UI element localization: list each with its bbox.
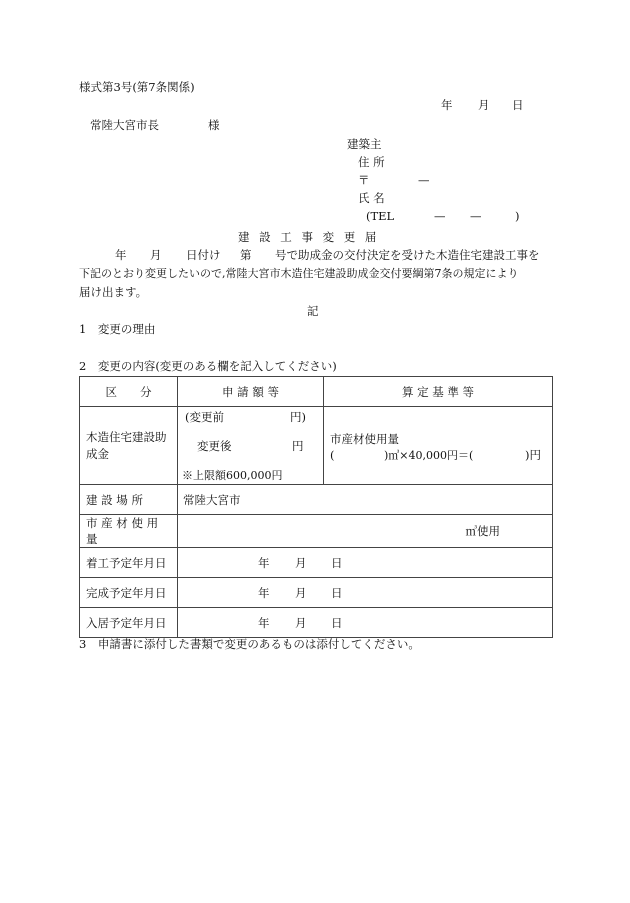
intro-line1: 号で助成金の交付決定を受けた木造住宅建設工事を bbox=[275, 248, 540, 262]
amount-limit-note: ※上限額600,000円 bbox=[182, 469, 283, 482]
postal-mark: 〒 bbox=[358, 173, 370, 187]
row-subsidy-calc-cell bbox=[324, 407, 553, 485]
row-start-label: 着工予定年月日 bbox=[80, 548, 178, 578]
addressee-name: 常陸大宮市長 bbox=[90, 118, 159, 132]
intro-month: 月 bbox=[150, 248, 162, 262]
name-label: 氏 名 bbox=[358, 191, 385, 205]
complete-day: 日 bbox=[331, 586, 343, 600]
row-subsidy-amount-cell bbox=[178, 407, 324, 485]
intro-dai: 第 bbox=[240, 248, 252, 262]
form-number: 様式第3号(第7条関係) bbox=[79, 80, 195, 94]
tel-label: (TEL bbox=[366, 209, 395, 223]
complete-year: 年 bbox=[258, 586, 270, 600]
movein-day: 日 bbox=[331, 616, 343, 630]
row-movein-value bbox=[178, 608, 553, 638]
table-row-move-in-date bbox=[80, 608, 553, 638]
item-3-attachments: 3 申請書に添付した書類で変更のあるものは添付してください。 bbox=[79, 637, 420, 651]
table-row-location bbox=[80, 485, 553, 515]
row-complete-label: 完成予定年月日 bbox=[80, 578, 178, 608]
row-movein-label: 入居予定年月日 bbox=[80, 608, 178, 638]
start-day: 日 bbox=[331, 556, 343, 570]
calc-title: 市産材使用量 bbox=[330, 432, 399, 446]
item-1-reason: 1 変更の理由 bbox=[79, 322, 156, 336]
row-complete-value bbox=[178, 578, 553, 608]
calc-formula: )㎥×40,000円＝( bbox=[384, 449, 474, 462]
start-year: 年 bbox=[258, 556, 270, 570]
amount-before-open: (変更前 bbox=[185, 410, 224, 424]
tel-dash-2: — bbox=[470, 209, 482, 223]
amount-before-close: 円) bbox=[290, 410, 306, 424]
amount-after-yen: 円 bbox=[292, 439, 304, 453]
start-month: 月 bbox=[295, 556, 307, 570]
table-row-timber bbox=[80, 515, 553, 548]
intro-year: 年 bbox=[115, 248, 127, 262]
date-month-label: 月 bbox=[478, 98, 490, 112]
row-subsidy-label: 木造住宅建設助成金 bbox=[80, 407, 178, 485]
header-category: 区 分 bbox=[80, 377, 178, 407]
tel-close: ) bbox=[515, 209, 520, 223]
tel-dash-1: — bbox=[434, 209, 446, 223]
item-2-content: 2 変更の内容(変更のある欄を記入してください) bbox=[79, 359, 337, 373]
applicant-title: 建築主 bbox=[347, 137, 382, 151]
amount-after-label: 変更後 bbox=[197, 439, 232, 453]
table-row-complete-date bbox=[80, 578, 553, 608]
table-row-subsidy bbox=[80, 407, 553, 485]
addressee-honorific: 様 bbox=[208, 118, 220, 132]
document-title: 建 設 工 事 変 更 届 bbox=[238, 230, 380, 244]
header-criteria: 算 定 基 準 等 bbox=[324, 377, 553, 407]
header-amount: 申 請 額 等 bbox=[178, 377, 324, 407]
postal-dash: — bbox=[418, 173, 430, 187]
date-day-label: 日 bbox=[512, 98, 524, 112]
intro-line3: 届け出ます。 bbox=[79, 285, 148, 299]
movein-month: 月 bbox=[295, 616, 307, 630]
intro-line2: 下記のとおり変更したいので,常陸大宮市木造住宅建設助成金交付要綱第7条の規定により bbox=[79, 267, 519, 280]
table-row-start-date bbox=[80, 548, 553, 578]
row-timber-label: 市 産 材 使 用 量 bbox=[80, 515, 178, 548]
calc-open: ( bbox=[330, 448, 335, 462]
change-table bbox=[79, 376, 553, 638]
intro-day-attached: 日付け bbox=[186, 248, 221, 262]
row-start-value bbox=[178, 548, 553, 578]
row-location-label: 建 設 場 所 bbox=[80, 485, 178, 515]
address-label: 住 所 bbox=[358, 155, 385, 169]
movein-year: 年 bbox=[258, 616, 270, 630]
ki-label: 記 bbox=[307, 304, 319, 318]
date-year-label: 年 bbox=[441, 98, 453, 112]
complete-month: 月 bbox=[295, 586, 307, 600]
row-timber-value: ㎥使用 bbox=[178, 515, 553, 548]
table-header-row bbox=[80, 377, 553, 407]
calc-close: )円 bbox=[525, 448, 541, 462]
row-location-value: 常陸大宮市 bbox=[178, 485, 553, 515]
